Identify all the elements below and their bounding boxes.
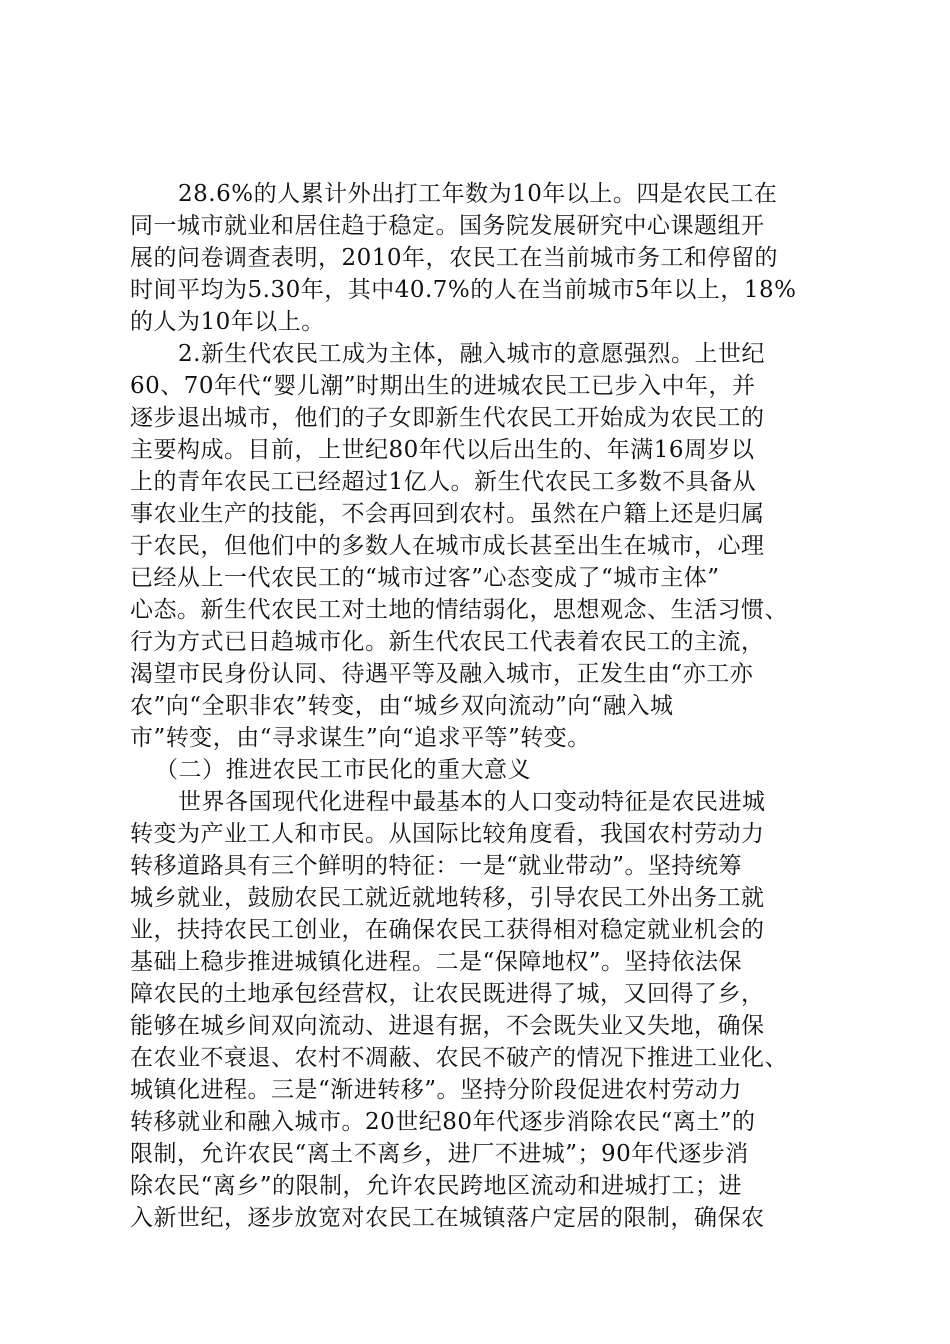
text-line: 逐步退出城市，他们的子女即新生代农民工开始成为农民工的 bbox=[130, 405, 765, 431]
text-line: 上的青年农民工已经超过1亿人。新生代农民工多数不具备从 bbox=[130, 469, 757, 495]
text-line: 市”转变，由“寻求谋生”向“追求平等”转变。 bbox=[130, 725, 591, 751]
text-line: 心态。新生代农民工对土地的情结弱化，思想观念、生活习惯、 bbox=[130, 597, 788, 623]
text-line: 能够在城乡间双向流动、进退有据，不会既失业又失地，确保 bbox=[130, 1013, 765, 1039]
text-line: 60、70年代“婴儿潮”时期出生的进城农民工已步入中年，并 bbox=[130, 373, 756, 399]
text-line: 业，扶持农民工创业，在确保农民工获得相对稳定就业机会的 bbox=[130, 917, 765, 943]
text-line: 城镇化进程。三是“渐进转移”。坚持分阶段促进农村劳动力 bbox=[130, 1077, 743, 1103]
text-line: 渴望市民身份认同、待遇平等及融入城市，正发生由“亦工亦 bbox=[130, 661, 754, 687]
text-line: 的人为10年以上。 bbox=[130, 309, 325, 335]
text-line: 限制，允许农民“离土不离乡，进厂不进城”；90年代逐步消 bbox=[130, 1141, 749, 1167]
text-line: 于农民，但他们中的多数人在城市成长甚至出生在城市，心理 bbox=[130, 533, 765, 559]
text-line: 世界各国现代化进程中最基本的人口变动特征是农民进城 bbox=[178, 789, 766, 815]
text-line: 转移就业和融入城市。20世纪80年代逐步消除农民“离土”的 bbox=[130, 1109, 756, 1135]
text-line: 行为方式已日趋城市化。新生代农民工代表着农民工的主流， bbox=[130, 629, 765, 655]
text-line: 事农业生产的技能，不会再回到农村。虽然在户籍上还是归属 bbox=[130, 501, 765, 527]
text-line: 基础上稳步推进城镇化进程。二是“保障地权”。坚持依法保 bbox=[130, 949, 743, 975]
text-line: 2.新生代农民工成为主体，融入城市的意愿强烈。上世纪 bbox=[178, 341, 765, 367]
section-heading: （二）推进农民工市民化的重大意义 bbox=[155, 757, 531, 783]
text-line: 入新世纪，逐步放宽对农民工在城镇落户定居的限制，确保农 bbox=[130, 1205, 765, 1231]
text-line: 转移道路具有三个鲜明的特征：一是“就业带动”。坚持统筹 bbox=[130, 853, 743, 879]
text-line: 农”向“全职非农”转变，由“城乡双向流动”向“融入城 bbox=[130, 693, 674, 719]
text-line: 障农民的土地承包经营权，让农民既进得了城，又回得了乡， bbox=[130, 981, 765, 1007]
text-line: 同一城市就业和居住趋于稳定。国务院发展研究中心课题组开 bbox=[130, 213, 765, 239]
text-line: 除农民“离乡”的限制，允许农民跨地区流动和进城打工；进 bbox=[130, 1173, 743, 1199]
text-line: 主要构成。目前，上世纪80年代以后出生的、年满16周岁以 bbox=[130, 437, 755, 463]
text-line: 展的问卷调查表明，2010年，农民工在当前城市务工和停留的 bbox=[130, 245, 779, 271]
text-line: 28.6%的人累计外出打工年数为10年以上。四是农民工在 bbox=[178, 181, 778, 207]
text-line: 时间平均为5.30年，其中40.7%的人在当前城市5年以上，18% bbox=[130, 277, 797, 303]
text-line: 在农业不衰退、农村不凋蔽、农民不破产的情况下推进工业化、 bbox=[130, 1045, 788, 1071]
text-line: 已经从上一代农民工的“城市过客”心态变成了“城市主体” bbox=[130, 565, 720, 591]
text-line: 转变为产业工人和市民。从国际比较角度看，我国农村劳动力 bbox=[130, 821, 765, 847]
text-line: 城乡就业，鼓励农民工就近就地转移，引导农民工外出务工就 bbox=[130, 885, 765, 911]
